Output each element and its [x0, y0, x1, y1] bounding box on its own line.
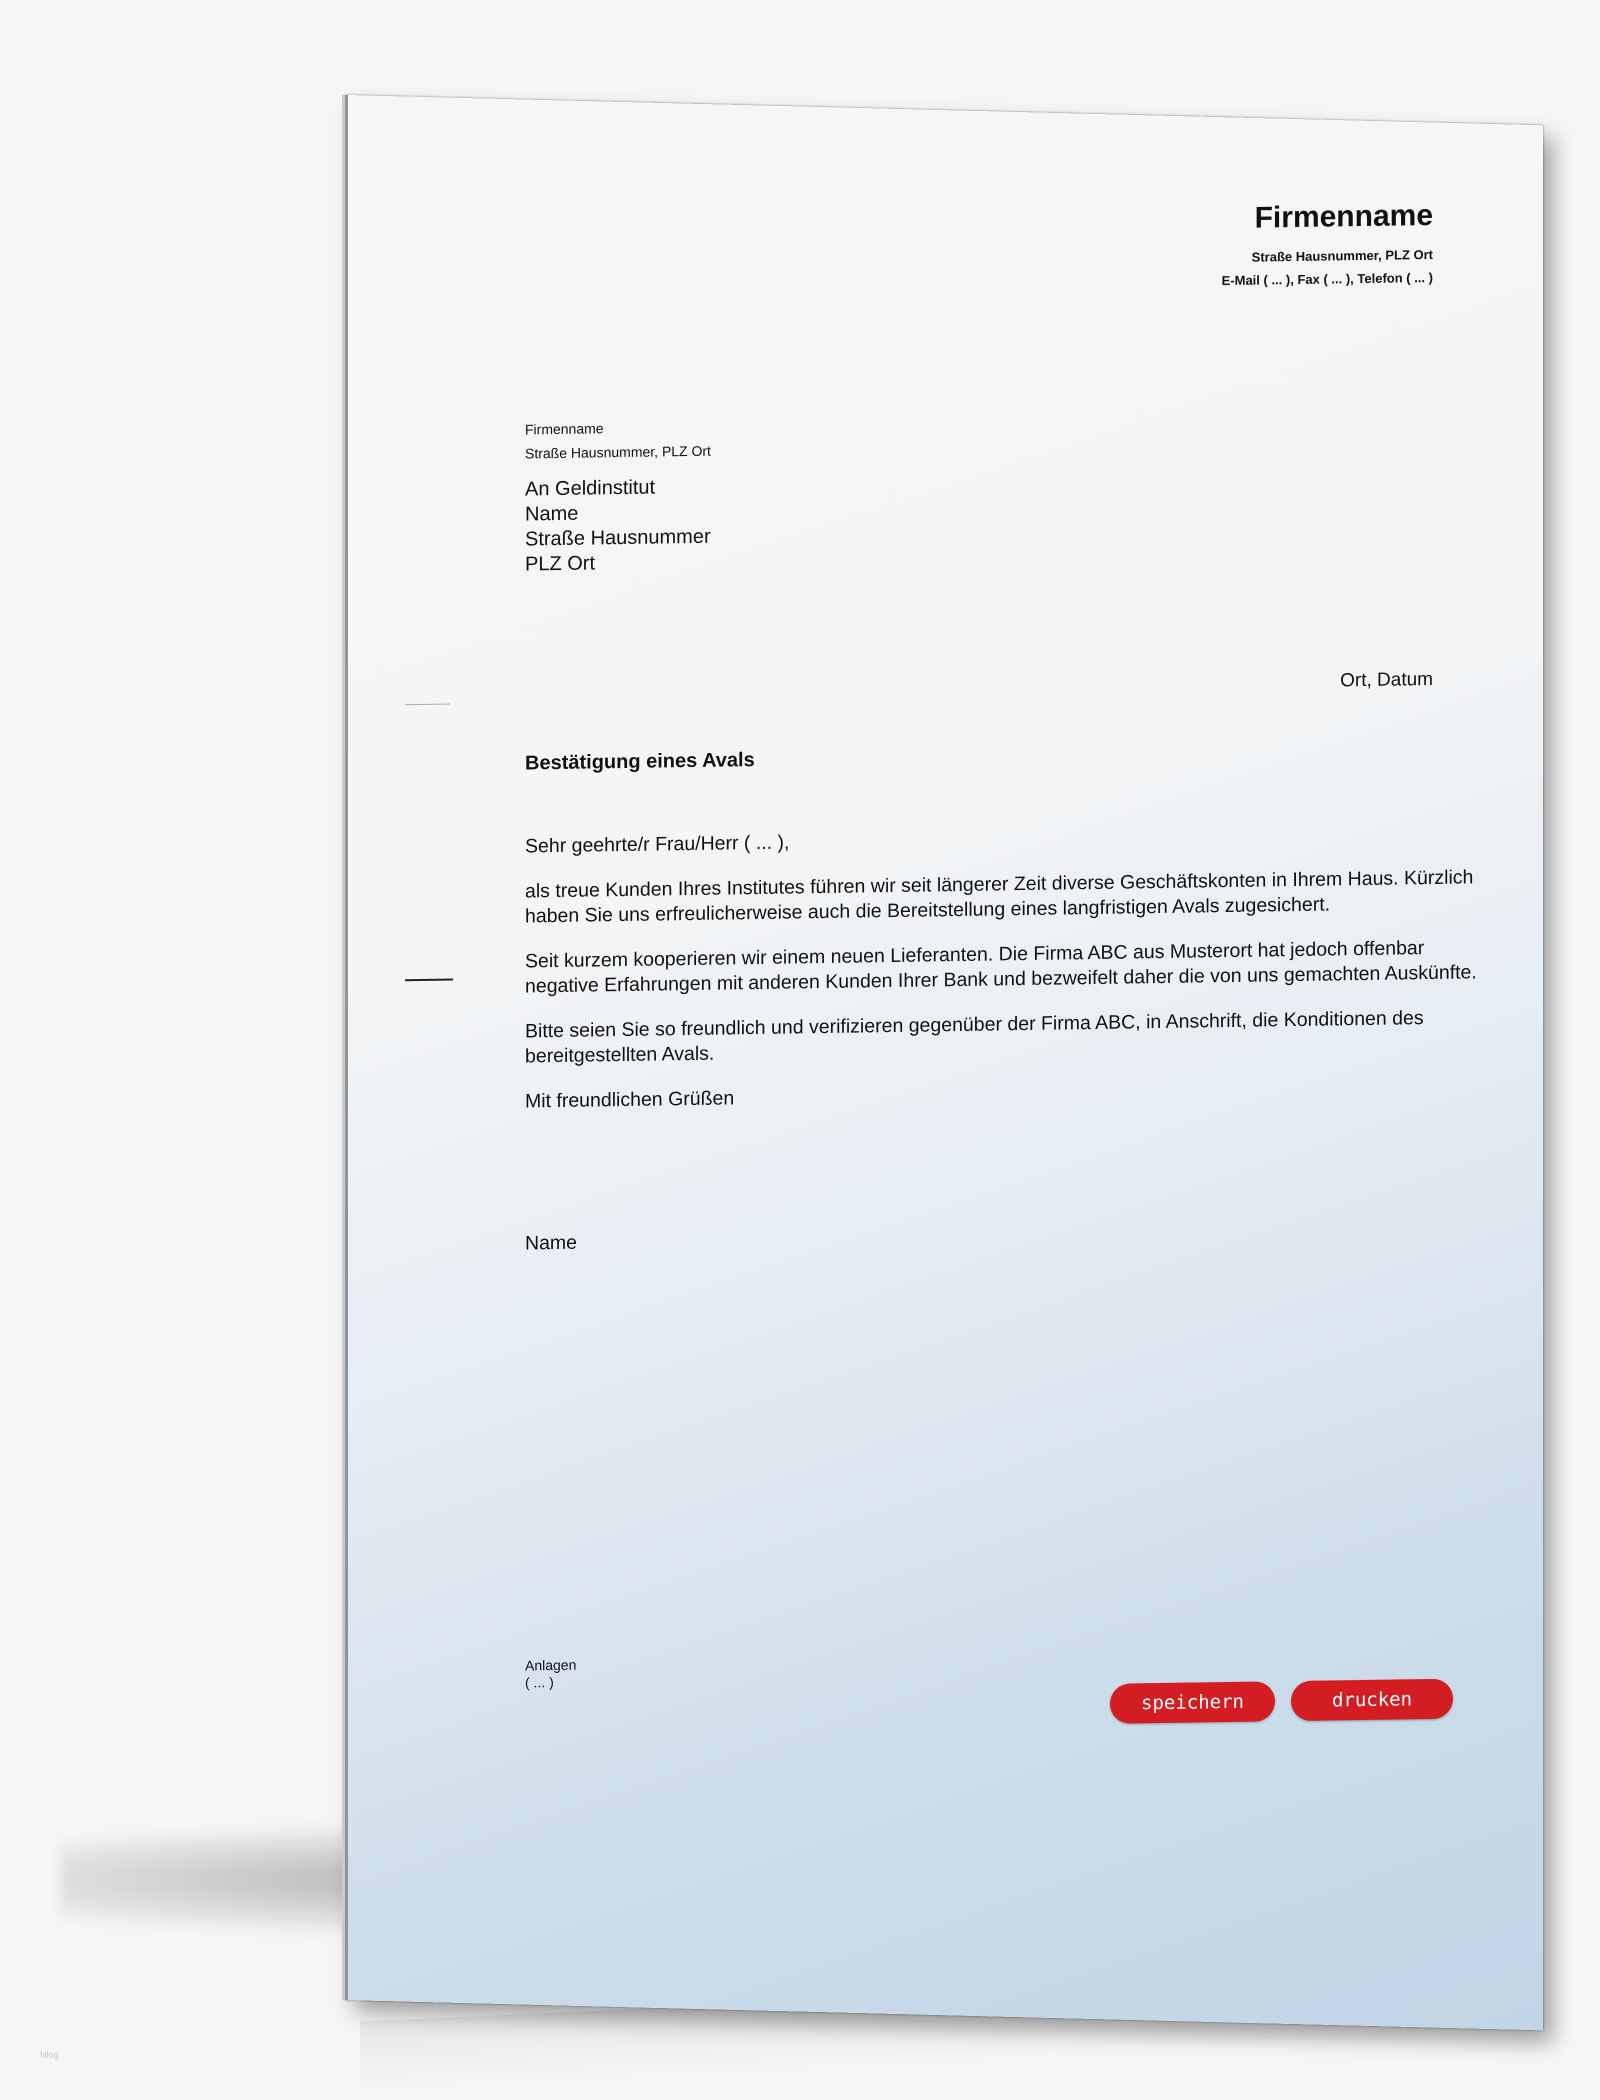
letterhead-address: Straße Hausnummer, PLZ Ort — [1251, 246, 1433, 265]
fold-mark-top — [405, 704, 450, 706]
sender-address: Straße Hausnummer, PLZ Ort — [525, 442, 711, 462]
closing: Mit freundlichen Grüßen — [525, 1087, 735, 1113]
place-date: Ort, Datum — [1340, 668, 1433, 692]
letterhead — [1222, 199, 1433, 292]
save-button[interactable]: speichern — [1110, 1681, 1275, 1723]
letter-body — [525, 820, 1485, 1134]
attachments-label: Anlagen — [525, 1656, 577, 1674]
letter-page — [345, 95, 1543, 2030]
recipient-line-1: An Geldinstitut — [525, 476, 656, 501]
letter-subject: Bestätigung eines Avals — [525, 749, 755, 775]
letterhead-contact: E-Mail ( ... ), Fax ( ... ), Telefon ( ... ) — [1221, 269, 1433, 289]
recipient-address — [525, 475, 711, 578]
attachments-value: ( ... ) — [525, 1674, 554, 1691]
body-paragraph-2: Seit kurzem kooperieren wir einem neuen Lieferanten. Die Firma ABC aus Musterort hat jedoch offenbar negative Erfahrungen mit anderen Kunden Ihrer Bank und bezweifelt daher die von uns gemachten Auskünfte. — [525, 937, 1477, 998]
recipient-line-2: Name — [525, 502, 579, 526]
letter-content — [348, 77, 1543, 2000]
signature-name: Name — [525, 1231, 578, 1255]
fold-mark-middle — [405, 979, 453, 982]
letterhead-company: Firmenname — [1254, 198, 1433, 235]
sender-company: Firmenname — [525, 420, 604, 438]
recipient-line-3: Straße Hausnummer — [525, 525, 711, 551]
body-paragraph-1: als treue Kunden Ihres Institutes führen wir seit längerer Zeit diverse Geschäftskonten in Ihrem Haus. Kürzlich haben Sie uns erfreulicherweise auch die Bereitstellung eines langfristigen Avals zugesichert. — [525, 866, 1474, 928]
body-paragraph-3: Bitte seien Sie so freundlich und verifizieren gegenüber der Firma ABC, in Anschrift, die Konditionen des bereitgestellten Avals. — [525, 1007, 1424, 1068]
sender-block — [525, 415, 711, 466]
salutation: Sehr geehrte/r Frau/Herr ( ... ), — [525, 831, 790, 858]
watermark-text: Nlog — [40, 2050, 59, 2060]
attachments — [525, 1657, 576, 1692]
recipient-line-4: PLZ Ort — [525, 552, 596, 576]
print-button[interactable]: drucken — [1291, 1679, 1453, 1721]
